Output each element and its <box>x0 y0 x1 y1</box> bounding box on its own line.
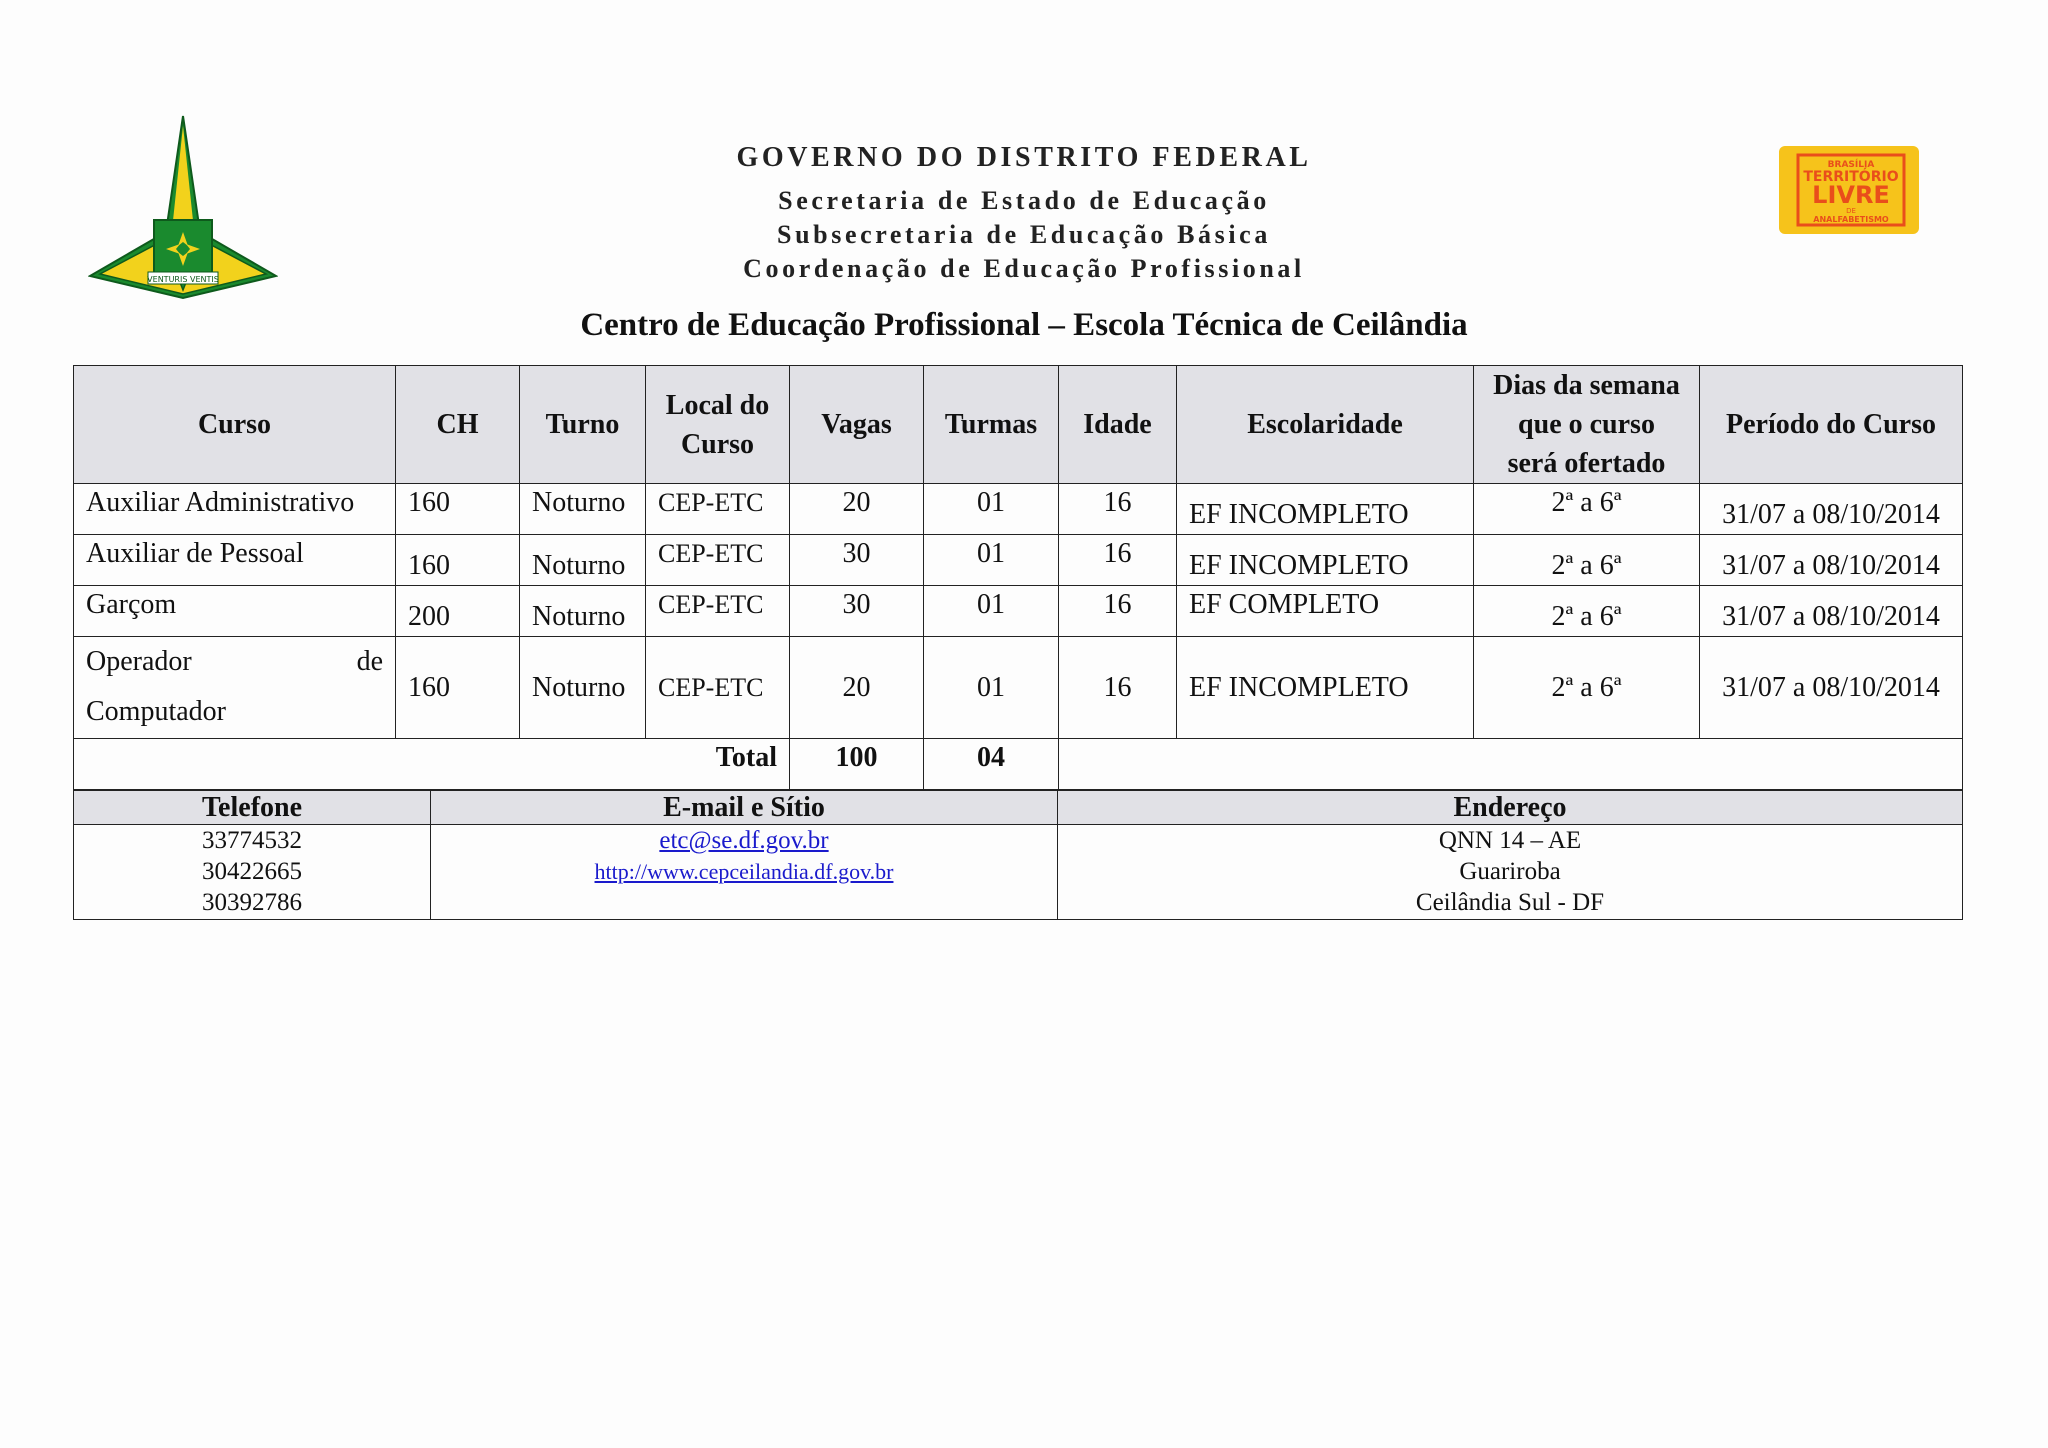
contact-row <box>74 825 1963 920</box>
col-periodo: Período do Curso <box>1700 366 1963 484</box>
table-row: Garçom 200 Noturno CEP-ETC 30 01 16 EF COMPLETO 2ª a 6ª 31/07 a 08/10/2014 <box>74 586 1963 637</box>
svg-text:ANALFABETISMO: ANALFABETISMO <box>1813 215 1889 224</box>
col-ch: CH <box>396 366 520 484</box>
table-row: Auxiliar de Pessoal 160 Noturno CEP-ETC 30 01 16 EF INCOMPLETO 2ª a 6ª 31/07 a 08/10/2014 <box>74 535 1963 586</box>
contact-table <box>73 790 1963 920</box>
header-secretaria: Secretaria de Estado de Educação <box>778 186 1270 215</box>
col-dias: Dias da semana que o curso será ofertado <box>1474 366 1700 484</box>
col-escolaridade: Escolaridade <box>1177 366 1474 484</box>
header-gdf: GOVERNO DO DISTRITO FEDERAL <box>736 142 1312 173</box>
col-email: E-mail e Sítio <box>431 791 1058 825</box>
table-row: Auxiliar Administrativo 160 Noturno CEP-ETC 20 01 16 EF INCOMPLETO 2ª a 6ª 31/07 a 08/10/2014 <box>74 484 1963 535</box>
total-row: Total 100 04 <box>74 739 1963 790</box>
courses-table <box>73 365 1963 790</box>
col-curso: Curso <box>74 366 396 484</box>
col-turmas: Turmas <box>924 366 1059 484</box>
table-header-row <box>74 366 1963 484</box>
col-turno: Turno <box>520 366 646 484</box>
website-link[interactable]: http://www.cepceilandia.df.gov.br <box>594 859 894 884</box>
svg-text:DE: DE <box>1846 207 1856 215</box>
table-row: Operador de Computador 160 Noturno CEP-ETC 20 01 16 EF INCOMPLETO 2ª a 6ª 31/07 a 08/10/2014 <box>74 637 1963 739</box>
col-idade: Idade <box>1059 366 1177 484</box>
svg-text:TERRITÓRIO: TERRITÓRIO <box>1803 169 1899 185</box>
col-local: Local do Curso <box>646 366 790 484</box>
col-vagas: Vagas <box>790 366 924 484</box>
phone-list: 33774532 30422665 30392786 <box>74 825 431 920</box>
logo-motto: VENTURIS VENTIS <box>147 275 219 284</box>
col-endereco: Endereço <box>1058 791 1963 825</box>
address: QNN 14 – AE Guariroba Ceilândia Sul - DF <box>1058 825 1963 920</box>
contact-header-row <box>74 791 1963 825</box>
header-subsecretaria: Subsecretaria de Educação Básica <box>777 220 1271 249</box>
header-coordenacao: Coordenação de Educação Profissional <box>743 254 1305 283</box>
svg-text:BRASÍLIA: BRASÍLIA <box>1827 160 1875 170</box>
svg-text:LIVRE: LIVRE <box>1812 181 1890 209</box>
col-telefone: Telefone <box>74 791 431 825</box>
email-link[interactable]: etc@se.df.gov.br <box>659 827 829 854</box>
page-title: Centro de Educação Profissional – Escola Técnica de Ceilândia <box>580 307 1468 343</box>
